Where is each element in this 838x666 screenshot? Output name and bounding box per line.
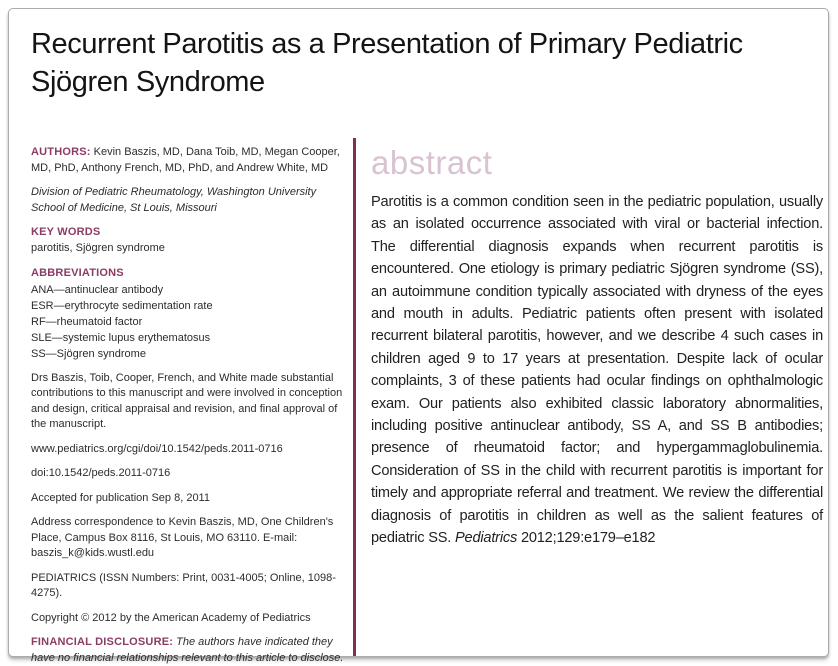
abbreviation-item: SLE—systemic lupus erythematosus bbox=[31, 331, 211, 344]
citation-volume-pages: 2012;129:e179–e182 bbox=[520, 530, 656, 547]
authors-names: Kevin Baszis, MD, Dana Toib, MD, Megan Cooper, MD, PhD, Anthony French, MD, PhD, and Andrew White, MD bbox=[31, 146, 340, 174]
abbreviation-item: RF—rheumatoid factor bbox=[31, 315, 143, 328]
correspondence-address: Address correspondence to Kevin Baszis, MD, One Children's Place, Campus Box 8116, St Louis, MO 63110. E-mail: baszis_k@kids.wustl.edu bbox=[31, 516, 334, 559]
abstract-text bbox=[371, 191, 823, 550]
article-doi: doi:10.1542/peds.2011-0716 bbox=[31, 467, 171, 479]
abbreviation-item: ESR—erythrocyte sedimentation rate bbox=[31, 299, 213, 312]
financial-disclosure-label: FINANCIAL DISCLOSURE: bbox=[31, 636, 174, 648]
abbreviations-list bbox=[31, 282, 345, 362]
authors-label: AUTHORS: bbox=[31, 146, 91, 158]
left-metadata-column bbox=[31, 145, 345, 666]
key-words-heading: KEY WORDS bbox=[31, 226, 101, 238]
citation-journal: Pediatrics bbox=[455, 530, 518, 547]
key-words: parotitis, Sjögren syndrome bbox=[31, 242, 165, 254]
abbreviation-item: ANA—antinuclear antibody bbox=[31, 283, 164, 296]
article-url: www.pediatrics.org/cgi/doi/10.1542/peds.2011-0716 bbox=[31, 442, 283, 455]
contributions-statement: Drs Baszis, Toib, Cooper, French, and White made substantial contributions to this manuscript and were involved in conception and design, critical appraisal and revision, and final approval of the manuscript. bbox=[31, 371, 343, 430]
issn-line: PEDIATRICS (ISSN Numbers: Print, 0031-4005; Online, 1098-4275). bbox=[31, 571, 336, 599]
copyright-line: Copyright © 2012 by the American Academy of Pediatrics bbox=[31, 611, 311, 624]
affiliation: Division of Pediatric Rheumatology, Washington University School of Medicine, St Louis, Missouri bbox=[31, 186, 317, 214]
column-divider-rule bbox=[353, 138, 356, 656]
financial-disclosure bbox=[31, 635, 345, 666]
authors-line bbox=[31, 145, 345, 176]
financial-disclosure-text: The authors have indicated they have no financial relationships relevant to this article to disclose. bbox=[31, 636, 344, 664]
abstract-column bbox=[371, 139, 823, 550]
accepted-date: Accepted for publication Sep 8, 2011 bbox=[31, 491, 210, 504]
abstract-body-text: Parotitis is a common condition seen in the pediatric population, usually as an isolated occurrence associated with viral or bacterial infection. The differential diagnosis expands when recurrent parotitis is encountered. One etiology is primary pediatric Sjögren syndrome (SS), an autoimmune condition typically associated with dryness of the eyes and mouth in adults. Pediatric patients often present with isolated recurrent bilateral parotitis, however, and we describe 4 such cases in children aged 9 to 17 years at presentation. Despite lack of ocular complaints, 3 of these patients had ocular findings on ophthalmologic exam. Our patients also exhibited classic laboratory abnormalities, including positive antinuclear antibody, SS A, and SS B antibodies; presence of rheumatoid factor; and hypergammaglobulinemia. Consideration of SS in the child with recurrent parotitis is important for timely and appropriate referral and treatment. We review the differential diagnosis of parotitis in children as well as the salient features of pediatric SS. bbox=[371, 194, 823, 547]
abstract-heading: abstract bbox=[371, 144, 493, 181]
abbreviations-heading: ABBREVIATIONS bbox=[31, 266, 124, 279]
abbreviation-item: SS—Sjögren syndrome bbox=[31, 347, 146, 360]
article-page bbox=[8, 8, 829, 664]
article-title: Recurrent Parotitis as a Presentation of Primary Pediatric Sjögren Syndrome bbox=[31, 28, 743, 98]
